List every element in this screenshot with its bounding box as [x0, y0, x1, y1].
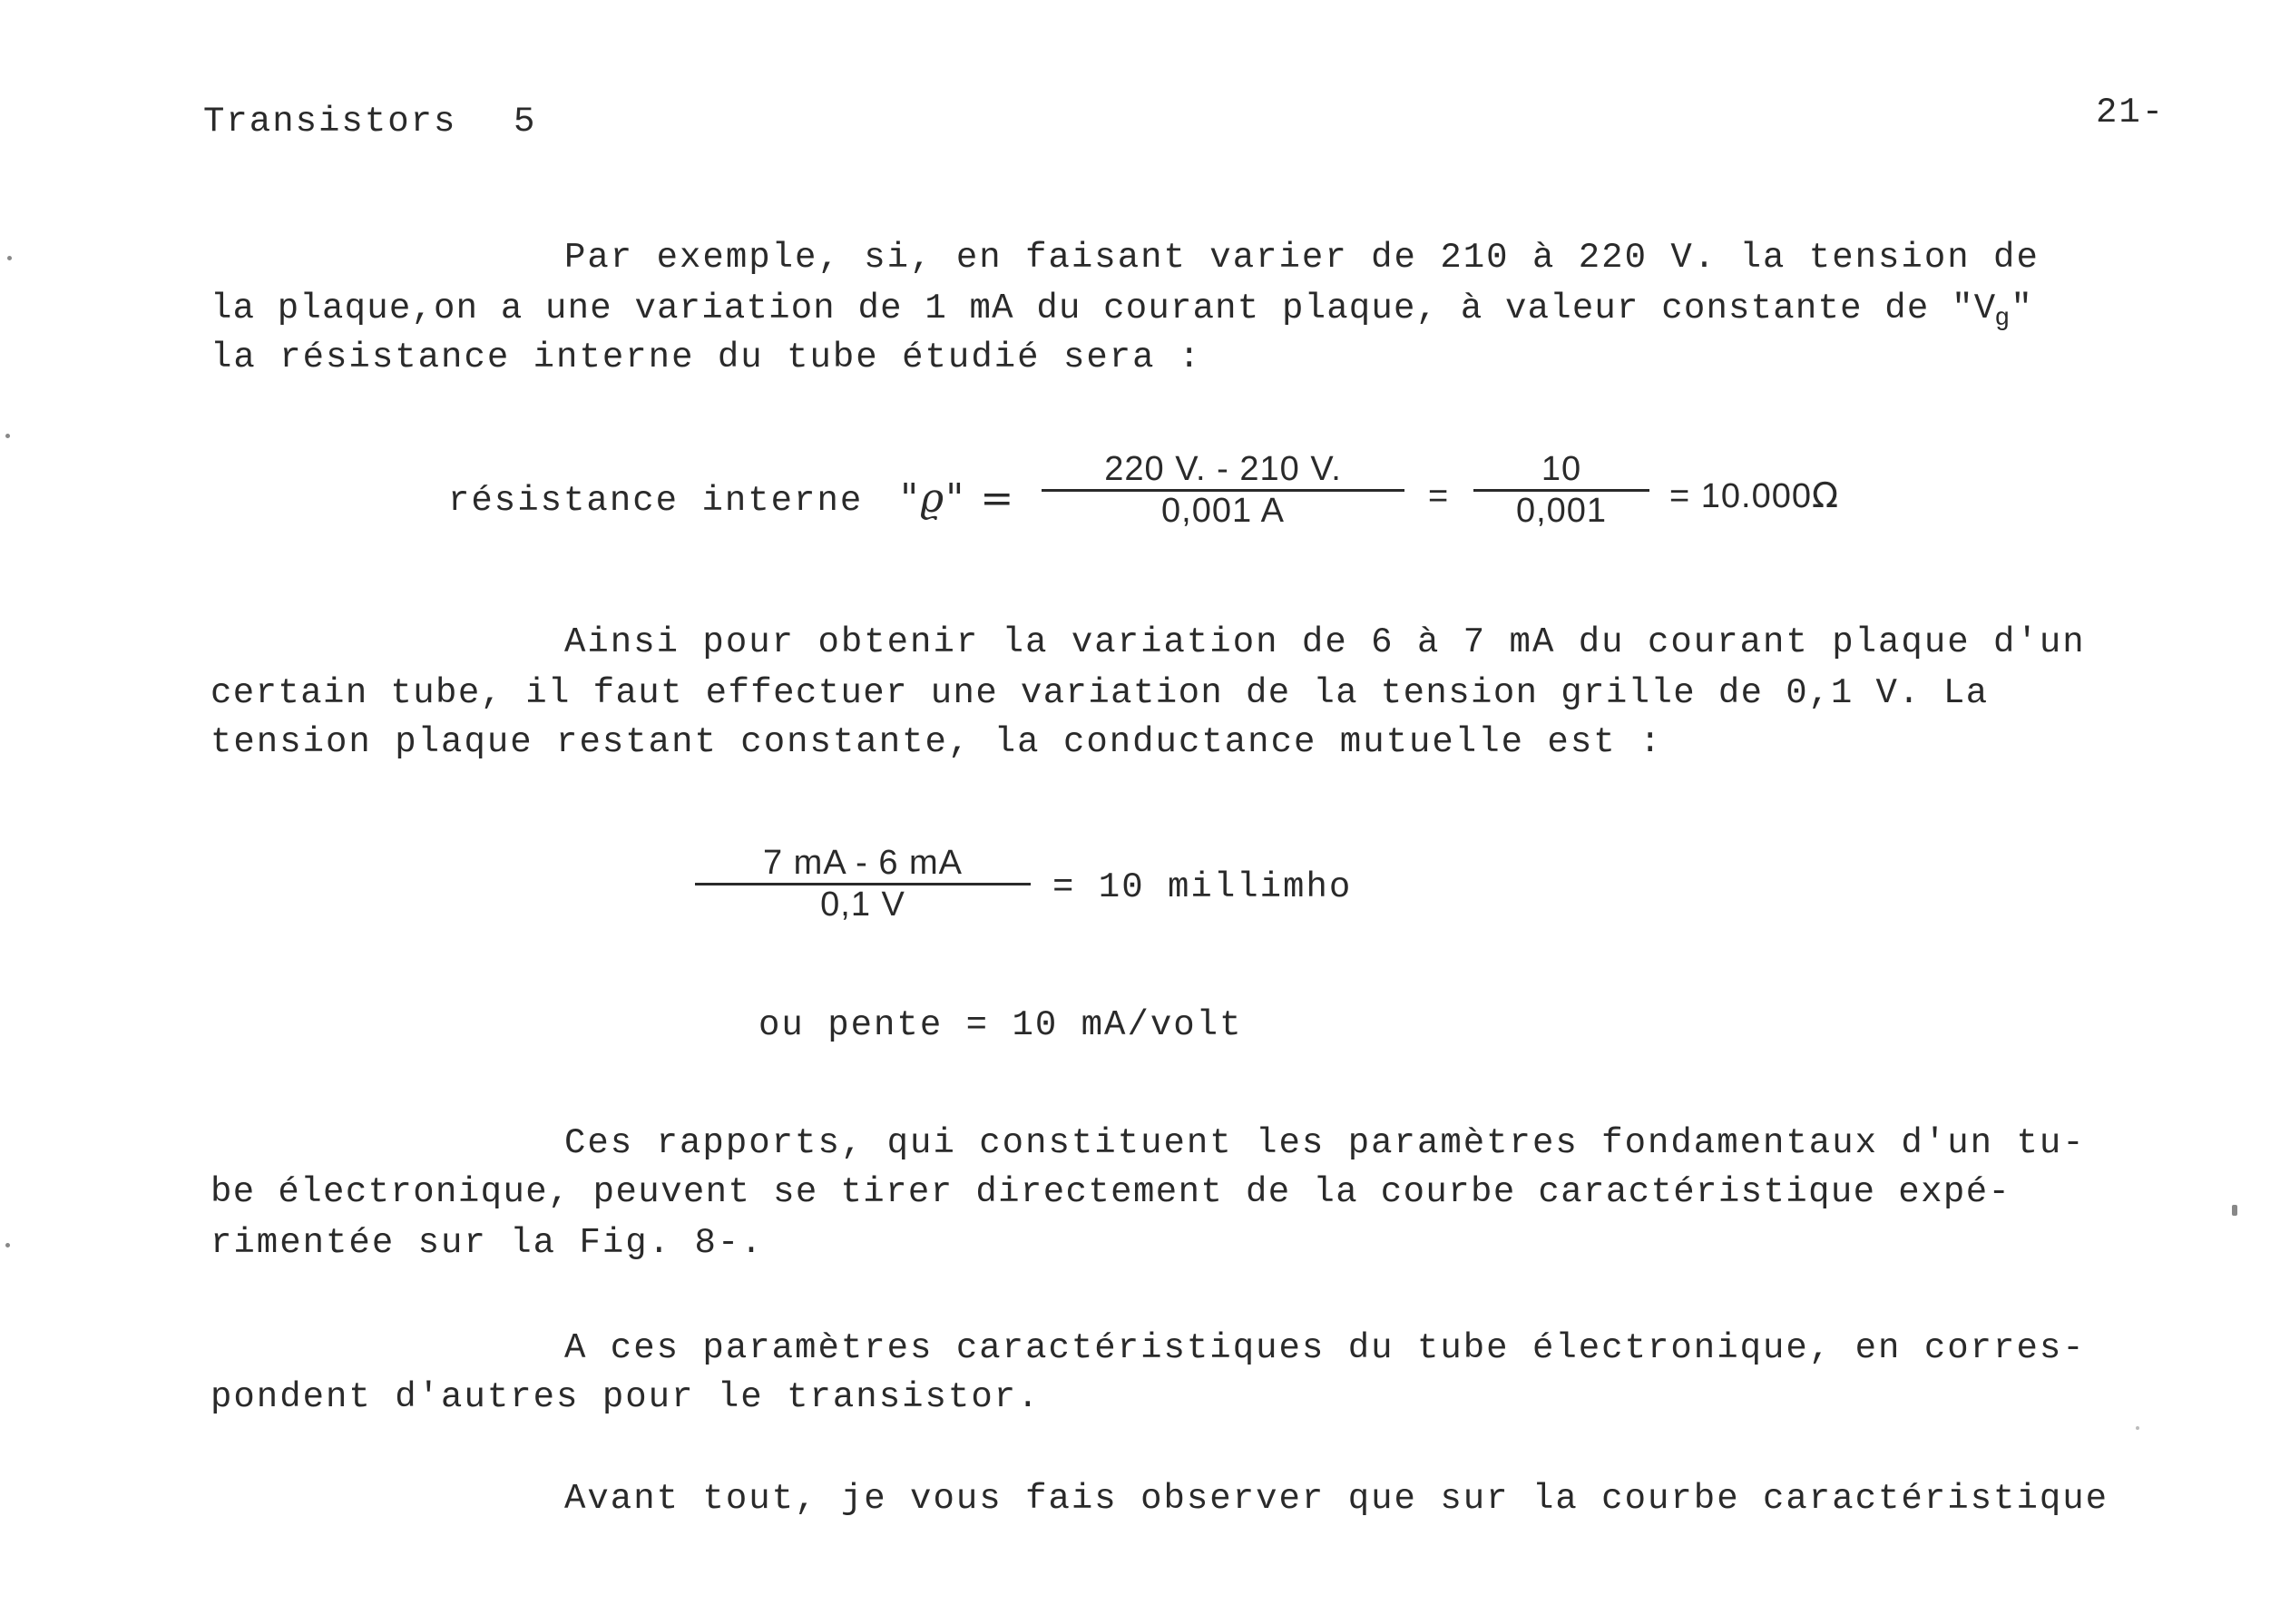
- formula-1-fraction-2: [1473, 450, 1649, 531]
- scan-speck: [2232, 1205, 2237, 1216]
- formula-2-pente: ou pente = 10 mA/volt: [758, 1005, 1243, 1045]
- scan-speck: [7, 256, 12, 260]
- paragraph-5-line-1: Avant tout, je vous fais observer que sur la courbe caractéristique: [564, 1479, 2109, 1519]
- formula-2-result: = 10 millimho: [1052, 867, 1353, 907]
- scan-speck: [5, 1243, 10, 1247]
- paragraph-4-line-1: A ces paramètres caractéristiques du tube électronique, en corres-: [564, 1328, 2086, 1368]
- formula-1-label: résistance interne: [448, 481, 864, 521]
- paragraph-2-line-1: Ainsi pour obtenir la variation de 6 à 7 mA du courant plaque d'un: [564, 622, 2086, 662]
- formula-1-symbol: "ϱ" =: [900, 475, 1016, 522]
- paragraph-1-line-3: la résistance interne du tube étudié sera :: [210, 338, 1202, 377]
- paragraph-3-line-1: Ces rapports, qui constituent les paramètres fondamentaux d'un tu-: [564, 1123, 2086, 1163]
- paragraph-3-line-3: rimentée sur la Fig. 8-.: [210, 1223, 764, 1263]
- paragraph-4-line-2: pondent d'autres pour le transistor.: [210, 1377, 1041, 1417]
- scan-speck: [2136, 1426, 2139, 1430]
- formula-1-result: = 10.000Ω: [1669, 475, 1840, 515]
- fraction-2-numerator: 10: [1541, 450, 1582, 488]
- header-chapter: 5: [514, 102, 537, 142]
- formula-2-denominator: 0,1 V: [820, 885, 905, 924]
- header-title: Transistors: [203, 102, 457, 142]
- paragraph-3-line-2: be électronique, peuvent se tirer directement de la courbe caractéristique expé-: [210, 1172, 2011, 1212]
- formula-1-equals: =: [1428, 477, 1450, 515]
- paragraph-2-line-3: tension plaque restant constante, la conductance mutuelle est :: [210, 722, 1663, 762]
- page-number: 21-: [2096, 93, 2166, 132]
- fraction-1-numerator: 220 V. - 210 V.: [1104, 450, 1342, 488]
- scan-speck: [5, 434, 10, 438]
- paragraph-1-line-2: la plaque,on a une variation de 1 mA du courant plaque, à valeur constante de "$V_g$": [210, 289, 2033, 333]
- formula-2-fraction: [695, 844, 1031, 925]
- paragraph-1-line-1: Par exemple, si, en faisant varier de 210 à 220 V. la tension de: [564, 238, 2040, 278]
- formula-2-numerator: 7 mA - 6 mA: [762, 844, 964, 882]
- fraction-2-denominator: 0,001: [1515, 492, 1608, 530]
- fraction-1-denominator: 0,001 A: [1161, 492, 1285, 530]
- ohm-symbol: Ω: [1811, 475, 1840, 515]
- paragraph-2-line-2: certain tube, il faut effectuer une variation de la tension grille de 0,1 V. La: [210, 673, 1989, 713]
- subscript-g: g: [1994, 305, 2011, 333]
- formula-1-fraction-1: [1042, 450, 1404, 531]
